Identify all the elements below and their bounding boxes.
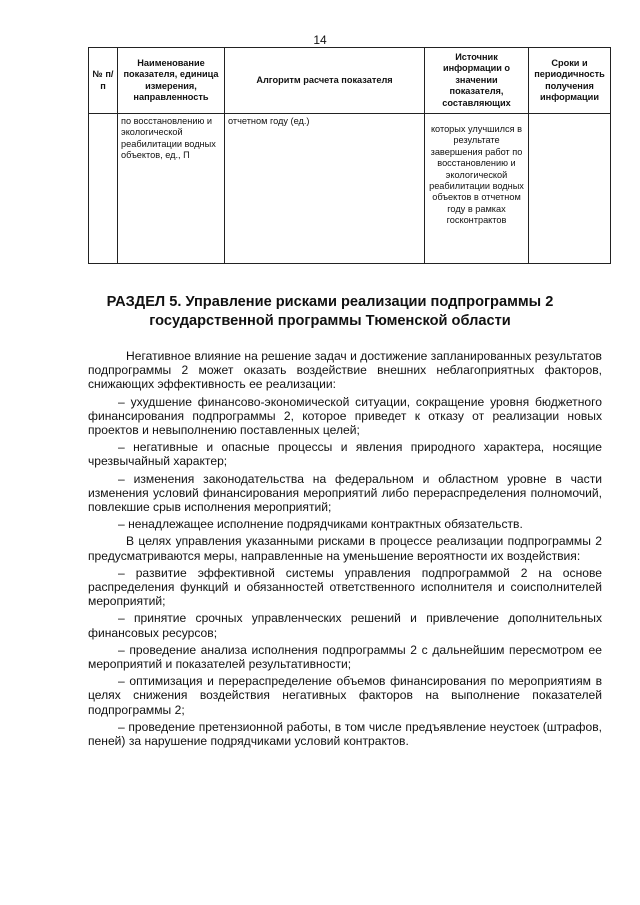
measure-item: – проведение претензионной работы, в том числе предъявление неустоек (штрафов, пеней) за нарушение подрядчиками условий контрактов. <box>88 719 602 749</box>
header-terms: Сроки и периодичность получения информации <box>529 48 611 114</box>
cell-name: по восстановлению и экологической реабилитации водных объектов, ед., П <box>118 114 225 264</box>
header-source: Источник информации о значении показателя, составляющих <box>425 48 529 114</box>
measure-item: – проведение анализа исполнения подпрограммы 2 с дальнейшим пересмотром ее мероприятий и показателей результативности; <box>88 642 602 672</box>
section-title-line-2: государственной программы Тюменской области <box>149 313 511 329</box>
section-heading <box>60 293 600 331</box>
measure-item: – оптимизация и перераспределение объемов финансирования по мероприятиям в целях снижения воздействия негативных факторов на выполнение показателей подпрограммы 2; <box>88 674 602 717</box>
paragraph-intro: Негативное влияние на решение задач и достижение запланированных результатов подпрограммы 2 может оказать воздействие внешних неблагоприятных факторов, снижающих эффективность ее реализации: <box>88 349 602 392</box>
risk-item: – изменения законодательства на федеральном и областном уровне в части изменения условий финансирования мероприятий либо перераспределения полномочий, повлекшие срыв исполнения мероприятий; <box>88 471 602 515</box>
measure-item: – развитие эффективной системы управления подпрограммой 2 на основе распределения функций и обязанностей ответственного исполнителя и соисполнителей мероприятий; <box>88 565 602 609</box>
cell-num <box>89 114 118 264</box>
section-body <box>88 349 602 751</box>
risk-item: – ухудшение финансово-экономической ситуации, сокращение уровня бюджетного финансирования подпрограммы 2, которое приведет к отказу от реализации новых проектов и невыполнению поставленных целей; <box>88 394 602 438</box>
cell-source: которых улучшился в результате завершения работ по восстановлению и экологической реабилитации водных объектов в отчетном году в рамках госконтрактов <box>425 114 529 264</box>
table-header-row <box>89 48 611 114</box>
page-number: 14 <box>313 33 327 47</box>
section-title-line-1: РАЗДЕЛ 5. Управление рисками реализации подпрограммы 2 <box>106 294 554 310</box>
measure-item: – принятие срочных управленческих решений и привлечение дополнительных финансовых ресурсов; <box>88 611 602 640</box>
risk-item: – негативные и опасные процессы и явления природного характера, носящие чрезвычайный характер; <box>88 440 602 469</box>
cell-terms <box>529 114 611 264</box>
header-num: № п/п <box>89 48 118 114</box>
table-row <box>89 114 611 264</box>
risk-item: – ненадлежащее исполнение подрядчиками контрактных обязательств. <box>118 517 523 532</box>
paragraph-measures-intro: В целях управления указанными рисками в процессе реализации подпрограммы 2 предусматриваются меры, направленные на уменьшение вероятности их воздействия: <box>88 534 602 563</box>
header-name: Наименование показателя, единица измерения, направленность <box>118 48 225 114</box>
cell-algorithm: отчетном году (ед.) <box>225 114 425 264</box>
header-algorithm: Алгоритм расчета показателя <box>225 48 425 114</box>
indicators-table <box>88 47 611 264</box>
